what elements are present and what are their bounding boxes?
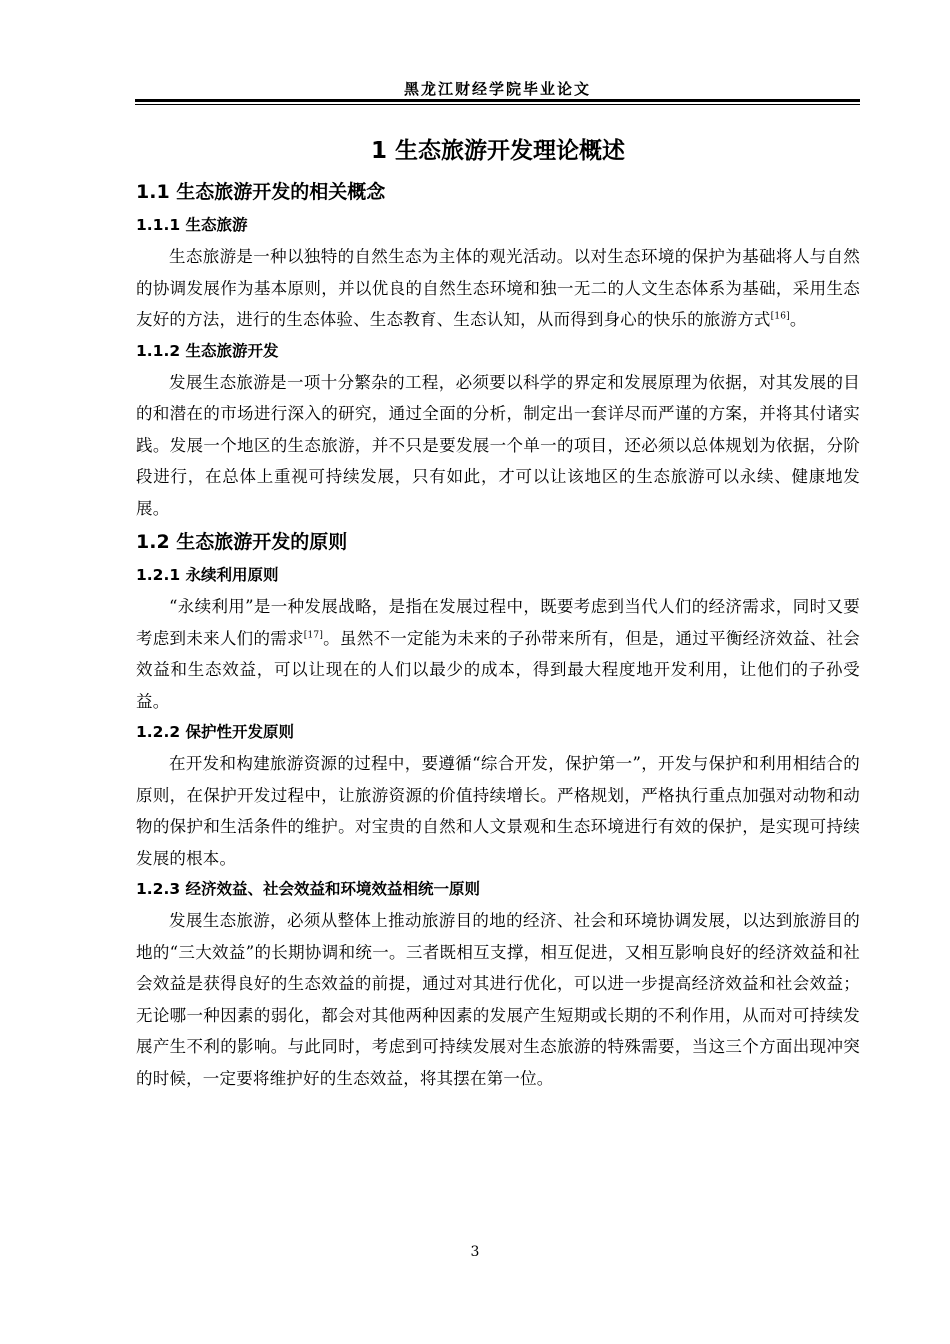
running-header: 黑龙江财经学院毕业论文 xyxy=(403,80,591,98)
paragraph-text-continued: 。虽然不一定能为未来的子孙带来所有，但是，通过平衡经济效益、社会效益和生态效益，可以让现在的人们以最少的成本，得到最大程度地开发利用，让他们的子孙受益。 xyxy=(136,628,861,711)
citation: [16] xyxy=(770,311,790,322)
subsection-heading-1-2-2: 1.2.2 保护性开发原则 xyxy=(136,723,295,741)
paragraph-1-2-2: 在开发和构建旅游资源的过程中，要遵循“综合开发，保护第一”，开发与保护和利用相结合的原则，在保护开发过程中，让旅游资源的价值持续增长。严格规划，严格执行重点加强对动物和动物的保护和生活条件的维护。对宝贵的自然和人文景观和生态环境进行有效的保护，是实现可持续发展的根本。 xyxy=(136,754,860,868)
subsection-heading-1-2-3: 1.2.3 经济效益、社会效益和环境效益相统一原则 xyxy=(136,880,481,898)
section-heading-1-1: 1.1 生态旅游开发的相关概念 xyxy=(136,181,386,203)
chapter-title: 1 生态旅游开发理论概述 xyxy=(370,138,625,164)
paragraph-text: “永续利用”是一种发展战略，是指在发展过程中，既要考虑到当代人们的经济需求，同时又要考虑到未来人们的需求 xyxy=(136,597,860,648)
section-heading-1-2: 1.2 生态旅游开发的原则 xyxy=(136,531,348,553)
subsection-heading-1-2-1: 1.2.1 永续利用原则 xyxy=(136,566,279,584)
paragraph-1-1-2: 发展生态旅游是一项十分繁杂的工程，必须要以科学的界定和发展原理为依据，对其发展的目的和潜在的市场进行深入的研究，通过全面的分析，制定出一套详尽而严谨的方案，并将其付诸实践。发展一个地区的生态旅游，并不只是要发展一个单一的项目，还必须以总体规划为依据，分阶段进行，在总体上重视可持续发展，只有如此，才可以让该地区的生态旅游可以永续、健康地发展。 xyxy=(136,372,860,518)
header-rule-thick xyxy=(135,99,860,102)
paragraph-tail: 。 xyxy=(789,310,807,329)
paragraph-1-2-3: 发展生态旅游，必须从整体上推动旅游目的地的经济、社会和环境协调发展，以达到旅游目的地的“三大效益”的长期协调和统一。三者既相互支撑，相互促进，又相互影响良好的经济效益和社会效益是获得良好的生态效益的前提，通过对其进行优化，可以进一步提高经济效益和社会效益；无论哪一种因素的弱化，都会对其他两种因素的发展产生短期或长期的不利作用，从而对可持续发展产生不利的影响。与此同时，考虑到可持续发展对生态旅游的特殊需要，当这三个方面出现冲突的时候，一定要将维护好的生态效益，将其摆在第一位。 xyxy=(136,911,860,1088)
page-body xyxy=(136,128,860,1094)
paragraph-1-1-1 xyxy=(136,241,860,336)
subsection-heading-1-1-2: 1.1.2 生态旅游开发 xyxy=(136,341,279,360)
header-rule-thin xyxy=(135,104,860,105)
paragraph-1-2-1 xyxy=(136,591,860,717)
citation: [17] xyxy=(303,630,324,640)
page-number: 3 xyxy=(470,1244,480,1260)
paragraph-text: 生态旅游是一种以独特的自然生态为主体的观光活动。以对生态环境的保护为基础将人与自然的协调发展作为基本原则，并以优良的自然生态环境和独一无二的人文生态体系为基础，采用生态友好的方法，进行的生态体验、生态教育、生态认知，从而得到身心的快乐的旅游方式 xyxy=(136,247,860,329)
subsection-heading-1-1-1: 1.1.1 生态旅游 xyxy=(136,216,248,234)
